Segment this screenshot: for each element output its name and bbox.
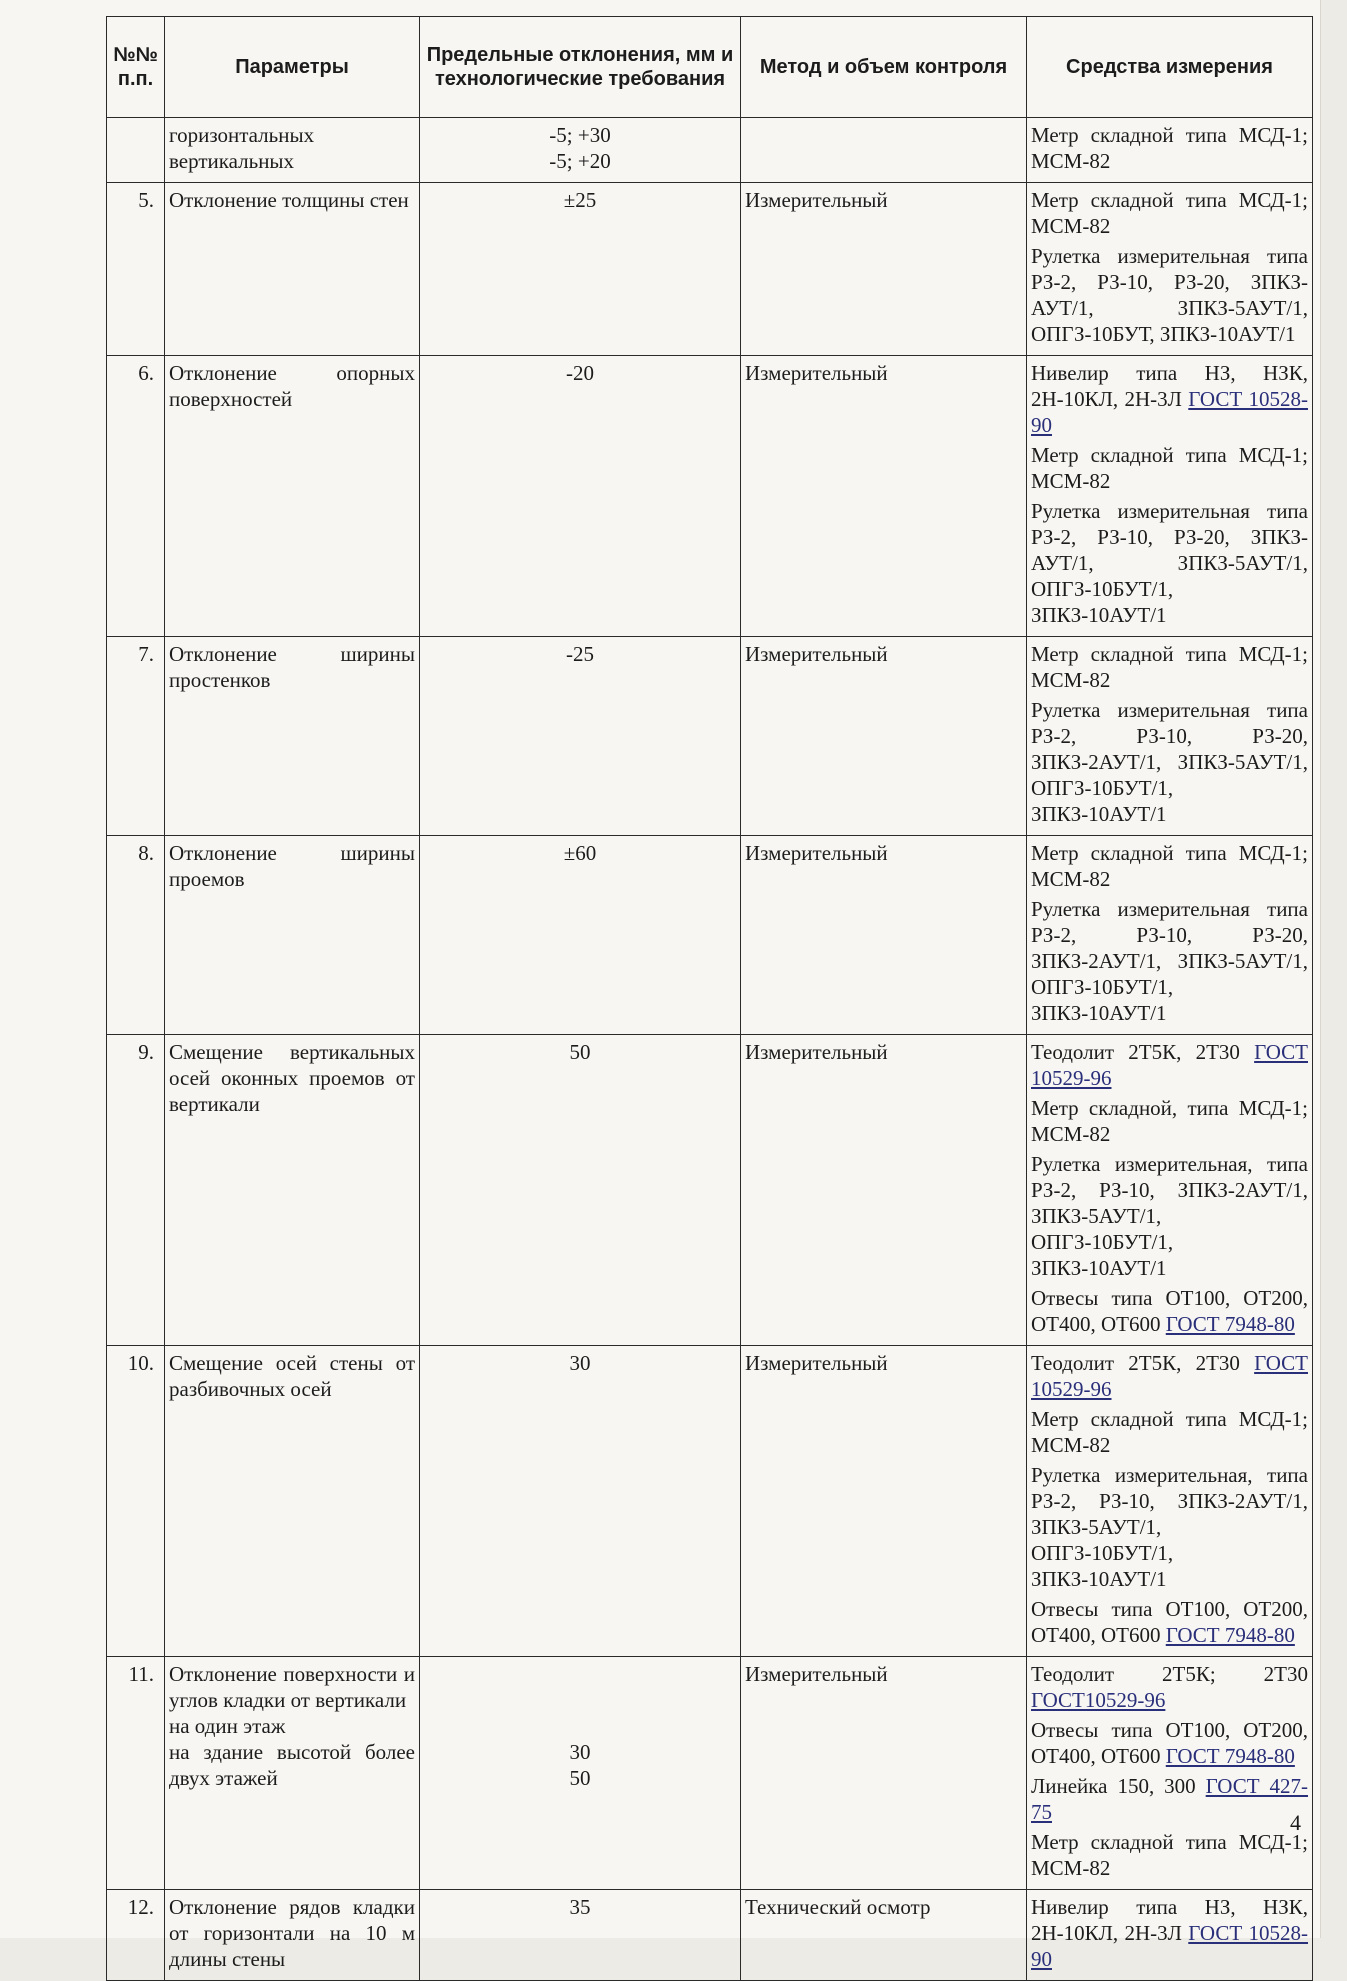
row-num	[107, 118, 165, 183]
means-item	[1031, 1773, 1308, 1825]
means-item	[1031, 498, 1308, 628]
means-item	[1031, 243, 1308, 347]
param-intro: Отклонение поверхности и углов кладки от вертикали	[169, 1662, 415, 1712]
means-text: Нивелир типа НЗ, НЗК, 2Н-10КЛ, 2Н-3Л	[1031, 361, 1308, 411]
means-text: Рулетка измерительная, типа РЗ-2, РЗ-10, ЗПКЗ-2АУТ/1, ЗПКЗ-5АУТ/1, ОПГЗ-10БУТ/1, ЗПКЗ-10АУТ/1	[1031, 1152, 1308, 1280]
row-param	[165, 118, 420, 183]
row-param: Отклонение толщины стен	[165, 183, 420, 356]
row-method	[741, 118, 1027, 183]
table-row	[107, 356, 1313, 637]
means-item	[1031, 187, 1308, 239]
row-num: 12.	[107, 1890, 165, 1981]
means-text: Метр складной типа МСД-1; МСМ-82	[1031, 1830, 1308, 1880]
means-text: Отвесы типа ОТ100, ОТ200, ОТ400, ОТ600	[1031, 1286, 1308, 1336]
param-sub: на здание высотой более двух этажей	[169, 1740, 415, 1790]
header-num: №№ п.п.	[107, 17, 165, 118]
standard-link[interactable]: ГОСТ 7948-80	[1165, 1744, 1295, 1768]
row-num: 5.	[107, 183, 165, 356]
table-row	[107, 1346, 1313, 1657]
row-deviation: 50	[420, 1035, 741, 1346]
means-text: Отвесы типа ОТ100, ОТ200, ОТ400, ОТ600	[1031, 1597, 1308, 1647]
row-method: Измерительный	[741, 183, 1027, 356]
deviation-line: 50	[569, 1766, 591, 1790]
row-deviation	[420, 1657, 741, 1890]
standard-link[interactable]: ГОСТ10529-96	[1031, 1688, 1166, 1712]
spacer	[424, 1687, 736, 1713]
spacer	[424, 1661, 736, 1687]
row-method: Измерительный	[741, 356, 1027, 637]
row-param: Отклонение ширины проемов	[165, 836, 420, 1035]
header-means: Средства измерения	[1027, 17, 1313, 118]
means-text: Рулетка измерительная типа РЗ-2, РЗ-10, РЗ-20, ЗПКЗ-2АУТ/1, ЗПКЗ-5АУТ/1, ОПГЗ-10БУТ/1, ЗПКЗ-10АУТ/1	[1031, 698, 1308, 826]
means-item	[1031, 1829, 1308, 1881]
control-table	[106, 16, 1313, 1981]
deviation-line: -5; +20	[549, 149, 611, 173]
means-item	[1031, 1039, 1308, 1091]
means-item	[1031, 1717, 1308, 1769]
table-row	[107, 1890, 1313, 1981]
table-row	[107, 183, 1313, 356]
row-num: 11.	[107, 1657, 165, 1890]
row-means	[1027, 1657, 1313, 1890]
table-row	[107, 637, 1313, 836]
param-line: горизонтальных	[169, 123, 315, 147]
means-text: Нивелир типа НЗ, НЗК, 2Н-10КЛ, 2Н-3Л	[1031, 1895, 1308, 1945]
means-item	[1031, 122, 1308, 174]
row-num: 10.	[107, 1346, 165, 1657]
standard-link[interactable]: ГОСТ 7948-80	[1165, 1623, 1295, 1647]
row-num: 6.	[107, 356, 165, 637]
spacer	[424, 1713, 736, 1739]
means-item	[1031, 1350, 1308, 1402]
means-item	[1031, 896, 1308, 1026]
row-means	[1027, 637, 1313, 836]
means-text: Метр складной, типа МСД-1; МСМ-82	[1031, 1096, 1308, 1146]
means-text: Линейка 150, 300	[1031, 1774, 1196, 1798]
row-deviation: 35	[420, 1890, 741, 1981]
param-sub: на один этаж	[169, 1714, 286, 1738]
means-item	[1031, 1894, 1308, 1972]
standard-link[interactable]: ГОСТ 10528-90	[1031, 1921, 1309, 1971]
row-param: Отклонение ширины простенков	[165, 637, 420, 836]
table-row	[107, 1657, 1313, 1890]
table-row	[107, 1035, 1313, 1346]
means-text: Метр складной типа МСД-1; МСМ-82	[1031, 642, 1308, 692]
row-param: Смещение вертикальных осей оконных проемов от вертикали	[165, 1035, 420, 1346]
means-item	[1031, 442, 1308, 494]
means-text: Рулетка измерительная, типа РЗ-2, РЗ-10, ЗПКЗ-2АУТ/1, ЗПКЗ-5АУТ/1, ОПГЗ-10БУТ/1, ЗПКЗ-10АУТ/1	[1031, 1463, 1308, 1591]
row-deviation: 30	[420, 1346, 741, 1657]
row-param: Смещение осей стены от разбивочных осей	[165, 1346, 420, 1657]
means-text: Рулетка измерительная типа РЗ-2, РЗ-10, РЗ-20, ЗПКЗ-АУТ/1, ЗПКЗ-5АУТ/1, ОПГЗ-10БУТ/1, ЗПКЗ-10АУТ/1	[1031, 499, 1308, 627]
means-item	[1031, 1462, 1308, 1592]
row-deviation: ±60	[420, 836, 741, 1035]
standard-link[interactable]: ГОСТ 10529-96	[1031, 1040, 1308, 1090]
row-method: Измерительный	[741, 1035, 1027, 1346]
row-means	[1027, 183, 1313, 356]
row-means	[1027, 1346, 1313, 1657]
row-num: 7.	[107, 637, 165, 836]
row-deviation	[420, 118, 741, 183]
means-text: Рулетка измерительная типа РЗ-2, РЗ-10, РЗ-20, ЗПКЗ-2АУТ/1, ЗПКЗ-5АУТ/1, ОПГЗ-10БУТ/1, ЗПКЗ-10АУТ/1	[1031, 897, 1308, 1025]
row-num: 8.	[107, 836, 165, 1035]
row-deviation: ±25	[420, 183, 741, 356]
table-row	[107, 118, 1313, 183]
param-line: вертикальных	[169, 149, 295, 173]
row-method: Измерительный	[741, 836, 1027, 1035]
row-means	[1027, 1890, 1313, 1981]
means-item	[1031, 641, 1308, 693]
means-item	[1031, 1596, 1308, 1648]
means-item	[1031, 840, 1308, 892]
means-text: Теодолит 2Т5К, 2Т30	[1031, 1351, 1240, 1375]
means-text: Отвесы типа ОТ100, ОТ200, ОТ400, ОТ600	[1031, 1718, 1308, 1768]
standard-link[interactable]: ГОСТ 10529-96	[1031, 1351, 1308, 1401]
means-text: Метр складной типа МСД-1; МСМ-82	[1031, 841, 1308, 891]
means-text: Метр складной типа МСД-1; МСМ-82	[1031, 443, 1308, 493]
row-means	[1027, 118, 1313, 183]
means-item	[1031, 1151, 1308, 1281]
row-means	[1027, 836, 1313, 1035]
row-means	[1027, 1035, 1313, 1346]
row-method: Измерительный	[741, 1657, 1027, 1890]
standard-link[interactable]: ГОСТ 10528-90	[1031, 387, 1309, 437]
means-text: Метр складной типа МСД-1; МСМ-82	[1031, 188, 1308, 238]
row-param: Отклонение рядов кладки от горизонтали на 10 м длины стены	[165, 1890, 420, 1981]
means-item	[1031, 697, 1308, 827]
table-header-row	[107, 17, 1313, 118]
means-item	[1031, 1406, 1308, 1458]
row-param: Отклонение опорных поверхностей	[165, 356, 420, 637]
means-item	[1031, 1095, 1308, 1147]
means-item	[1031, 1661, 1308, 1713]
means-text: Теодолит 2Т5К; 2Т30	[1031, 1662, 1308, 1686]
header-deviation: Предельные отклонения, мм и технологические требования	[420, 17, 741, 118]
row-means	[1027, 356, 1313, 637]
row-method: Измерительный	[741, 1346, 1027, 1657]
means-text: Метр складной типа МСД-1; МСМ-82	[1031, 123, 1308, 173]
row-num: 9.	[107, 1035, 165, 1346]
table-row	[107, 836, 1313, 1035]
row-method: Измерительный	[741, 637, 1027, 836]
row-deviation: -20	[420, 356, 741, 637]
deviation-line: -5; +30	[549, 123, 611, 147]
means-text: Метр складной типа МСД-1; МСМ-82	[1031, 1407, 1308, 1457]
standard-link[interactable]: ГОСТ 7948-80	[1165, 1312, 1295, 1336]
means-text: Теодолит 2Т5К, 2Т30	[1031, 1040, 1240, 1064]
row-param	[165, 1657, 420, 1890]
row-deviation: -25	[420, 637, 741, 836]
page-number: 4	[1290, 1810, 1301, 1835]
header-params: Параметры	[165, 17, 420, 118]
header-method: Метод и объем контроля	[741, 17, 1027, 118]
row-method: Технический осмотр	[741, 1890, 1027, 1981]
standard-link[interactable]: ГОСТ 427-75	[1031, 1774, 1309, 1824]
means-item	[1031, 1285, 1308, 1337]
deviation-line: 30	[569, 1740, 591, 1764]
means-text: Рулетка измерительная типа РЗ-2, РЗ-10, РЗ-20, ЗПКЗ-АУТ/1, ЗПКЗ-5АУТ/1, ОПГЗ-10БУТ, ЗПКЗ-10АУТ/1	[1031, 244, 1308, 346]
means-item	[1031, 360, 1308, 438]
